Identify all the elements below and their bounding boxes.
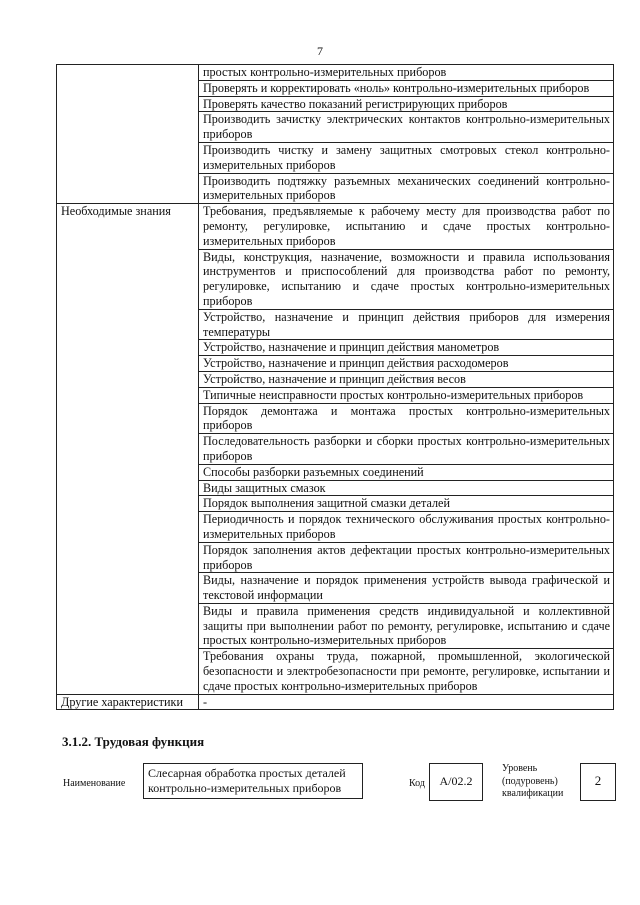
row-text: Виды, конструкция, назначение, возможности и правила использования инструментов и приспособлений для производства работ по ремонту, регулировке, испытанию и сдаче простых контрольно-измерительных приборов <box>199 249 614 309</box>
row-text: Производить подтяжку разъемных механических соединений контрольно-измерительных приборов <box>199 173 614 204</box>
row-text: Порядок выполнения защитной смазки деталей <box>199 496 614 512</box>
knowledge-table <box>56 64 614 710</box>
row-text: Виды защитных смазок <box>199 480 614 496</box>
row-text: простых контрольно-измерительных приборов <box>199 65 614 81</box>
row-text: Виды и правила применения средств индивидуальной и коллективной защиты при выполнении работ по ремонту, регулировке, испытанию и сдаче простых контрольно-измерительных приборов <box>199 603 614 648</box>
row-text: Производить чистку и замену защитных смотровых стекол контрольно-измерительных приборов <box>199 142 614 173</box>
level-label-line: Уровень <box>502 763 538 774</box>
table-row <box>57 204 614 249</box>
row-text: Типичные неисправности простых контрольно-измерительных приборов <box>199 387 614 403</box>
row-text: Требования охраны труда, пожарной, промышленной, экологической безопасности и электробезопасности при ремонте, регулировке, испытании и сдаче простых контрольно-измерительных приборов <box>199 649 614 694</box>
function-name-line: Слесарная обработка простых деталей <box>148 766 346 780</box>
row-text: Способы разборки разъемных соединений <box>199 464 614 480</box>
function-name-line: контрольно-измерительных приборов <box>148 781 342 795</box>
row-text: Виды, назначение и порядок применения устройств вывода графической и текстовой информации <box>199 573 614 604</box>
row-text: Устройство, назначение и принцип действия приборов для измерения температуры <box>199 309 614 340</box>
code-value-box: A/02.2 <box>429 763 483 801</box>
row-text: Периодичность и порядок технического обслуживания простых контрольно-измерительных приборов <box>199 512 614 543</box>
row-text: Устройство, назначение и принцип действия манометров <box>199 340 614 356</box>
section-title: 3.1.2. Трудовая функция <box>62 734 205 749</box>
table-row <box>57 694 614 710</box>
row-text: - <box>199 694 614 710</box>
row-text: Требования, предъявляемые к рабочему месту для производства работ по ремонту, регулировке, испытанию и сдаче простых контрольно-измерительных приборов <box>199 204 614 249</box>
row-label-knowledge: Необходимые знания <box>57 204 199 695</box>
row-text: Устройство, назначение и принцип действия весов <box>199 371 614 387</box>
level-label-line: квалификации <box>502 788 564 799</box>
row-label-other: Другие характеристики <box>57 694 199 710</box>
code-label: Код <box>409 778 425 789</box>
row-label <box>57 65 199 204</box>
row-text: Проверять и корректировать «ноль» контрольно-измерительных приборов <box>199 80 614 96</box>
function-name-box <box>143 763 363 799</box>
level-label <box>502 763 572 801</box>
page-number: 7 <box>317 44 323 58</box>
level-label-line: (подуровень) <box>502 775 558 787</box>
row-text: Устройство, назначение и принцип действия расходомеров <box>199 356 614 372</box>
row-text: Проверять качество показаний регистрирующих приборов <box>199 96 614 112</box>
row-text: Производить зачистку электрических контактов контрольно-измерительных приборов <box>199 112 614 143</box>
name-label: Наименование <box>63 778 126 789</box>
level-value-box: 2 <box>580 763 616 801</box>
row-text: Последовательность разборки и сборки простых контрольно-измерительных приборов <box>199 434 614 465</box>
row-text: Порядок демонтажа и монтажа простых контрольно-измерительных приборов <box>199 403 614 434</box>
labor-function-row <box>0 760 640 810</box>
row-text: Порядок заполнения актов дефектации простых контрольно-измерительных приборов <box>199 542 614 573</box>
table-row <box>57 65 614 81</box>
